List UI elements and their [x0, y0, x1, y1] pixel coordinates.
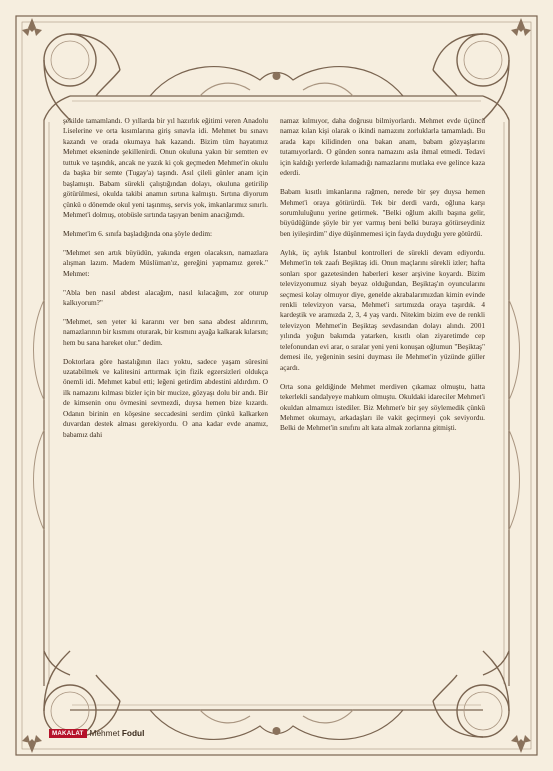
fleur-icon [511, 18, 531, 36]
fleur-icon [511, 735, 531, 753]
paragraph: Mehmet'im 6. sınıfa başladığında ona şöyle dedim: [63, 228, 213, 238]
fleur-icon [22, 18, 42, 36]
fleur-icon [22, 735, 42, 753]
bottom-center-flourish [150, 710, 403, 739]
corner-ornament-top-left [44, 34, 120, 120]
paragraph: Babam kısıtlı imkanlarına rağmen, nerede bir şey duysa hemen Mehmet'i oraya götürürdü. Tek bir derdi vardı, oğluna karşı sorumluluğunu yerine getirmek. "Belki oğlum akıllı başına gelir, büyüdüğünde şöyle bir yer varmış beni belki buraya götürseydiniz ben iyileşirdim" diye düşünmemesi için fayda duyduğu yere götürdü. [280, 187, 485, 238]
corner-ornament-top-right [433, 34, 509, 120]
top-center-flourish [150, 67, 403, 96]
paragraph: "Mehmet sen artık büyüdün, yakında ergen olacaksın, namazlara alışman lazım. Madem Müslüman'ız, gereğini yapmamız gerek." Mehmet: [63, 247, 268, 278]
author-last-name: Fodul [121, 728, 145, 738]
author-first-name: Mehmet [89, 728, 122, 738]
page-footer [49, 727, 144, 739]
paragraph: "Abla ben nasıl abdest alacağım, nasıl kılacağım, zor oturup kalkıyorum?" [63, 287, 268, 307]
paragraph: Orta sona geldiğinde Mehmet merdiven çıkamaz olmuştu, hatta tekerlekli sandalyeye mahkum olmuştu. Okuldaki idareciler Mehmet'i okuldan almamızı istediler. Biz Mehmet'e bir şey söylemedik çünkü Mehmet okumayı, arkadaşları ile vakit geçirmeyi çok seviyordu. Belki de Mehmet'in sınıfını alt kata almak zorlarına gitmişti. [280, 381, 485, 433]
author-name [90, 728, 145, 738]
corner-ornament-bottom-right [433, 651, 509, 737]
paragraph: namaz kılmıyor, daha doğrusu bilmiyorlardı. Mehmet evde üçüncü namaz kılan kişi olarak o ikindi namazını zorluklarla tamamladı. Bu arada kapı kilidinden ona bakan anam, babam gözyaşlarını tutamıyorlardı. O günden sonra namazını asla ihmal etmedi. Tedavi için kaldığı yerlerde kılamadığı namazlarını mutlaka eve gelince kaza ederdi. [280, 116, 485, 178]
side-flourish-right [509, 300, 520, 530]
right-text-column [280, 116, 485, 442]
paragraph: şekilde tamamlandı. O yıllarda bir yıl hazırlık eğitimi veren Anadolu Liselerine ve orta kısımlarına giriş sınavla idi. Mehmet bu sınavı kazandı ve orada okumaya hak kazandı. Bizim tüm hayatımız Mehmet ekseninde şekillenirdi. Onun okuluna yakın bir semtten ev tuttuk ve taşındık, ancak ne yazık ki çok geçmeden Mehmet'in okulu da başka bir semte (Tugay'a) taşındı. Asıl çileli günler anam için başlamıştı. Babam sürekli çalıştığından dolayı, okuluna getirilip götürülmesi, okulda takibi anamın sırtına kalmıştı. Sırtına diyorum çünkü o dönemde okul yeni taşınmış, servis yok, imkanlarımız sınırlı. Mehmet'i dolmuş, otobüsle sırtında taşıyan benim anacığımdı. [63, 116, 268, 220]
left-text-column [63, 116, 268, 449]
paragraph: Aylık, üç aylık İstanbul kontrolleri de sürekli devam ediyordu. Mehmet'in tek zaafı Beşiktaş idi. Onun maçlarını sürekli izler; hafta sonları spor gazetesinden haberleri keser arşivine koyardı. Bizim televizyonumuz siyah beyaz olduğundan, Beşiktaş'ın oyuncularını seçmesi kolay olmuyor diye, genelde akrabalarımızdan kimin evinde renkli televizyon varsa, Mehmet'i sırtımızda oraya taşırdık. 4 kardeştik ve aramızda 2, 3, 4 yaş vardı. Nitekim bizim eve de renkli televizyon Mehmet'in Beşiktaş sevdasından dolayı alındı. 2001 yılında yoğun bakımda yatarken, kısıtlı olan ziyaretimde cep telefonundan evi arar, o sıralar yeni yeni konuşan oğlumun "Beşiktaş" demesi ile, yeğeninin sesini duyması ile Mehmet'in yüzünde güller açardı. [280, 247, 485, 372]
section-tag: MAKALAT [49, 729, 87, 738]
paragraph: "Mehmet, sen yeter ki kararını ver ben sana abdest aldırırım, namazlarının bir kısmını oturarak, bir kısmını ayağa kalkarak kılarsın; hem bu sana hareket olur." dedim. [63, 316, 268, 347]
paragraph: Doktorlara göre hastalığının ilacı yoktu, sadece yaşam süresini uzatabilmek ve kalitesini arttırmak için fizik egzersizleri oldukça önemli idi. Mehmet kabul etti; leğeni getirdim abdestini aldırdım. O ilk namazını kılması bizler için bir mucize, gözyaşı dolu bir andı. Bir de kimsenin onu övmesini sevmezdi, duysa hemen bize kızardı. Odanın birinin en köşesine seccadesini serdim çünkü kalkarken duvardan destek alması gerekiyordu. O ana kadar evde anamız, babamız dahi [63, 356, 268, 439]
side-flourish-left [34, 300, 45, 530]
corner-ornament-bottom-left [44, 651, 120, 737]
